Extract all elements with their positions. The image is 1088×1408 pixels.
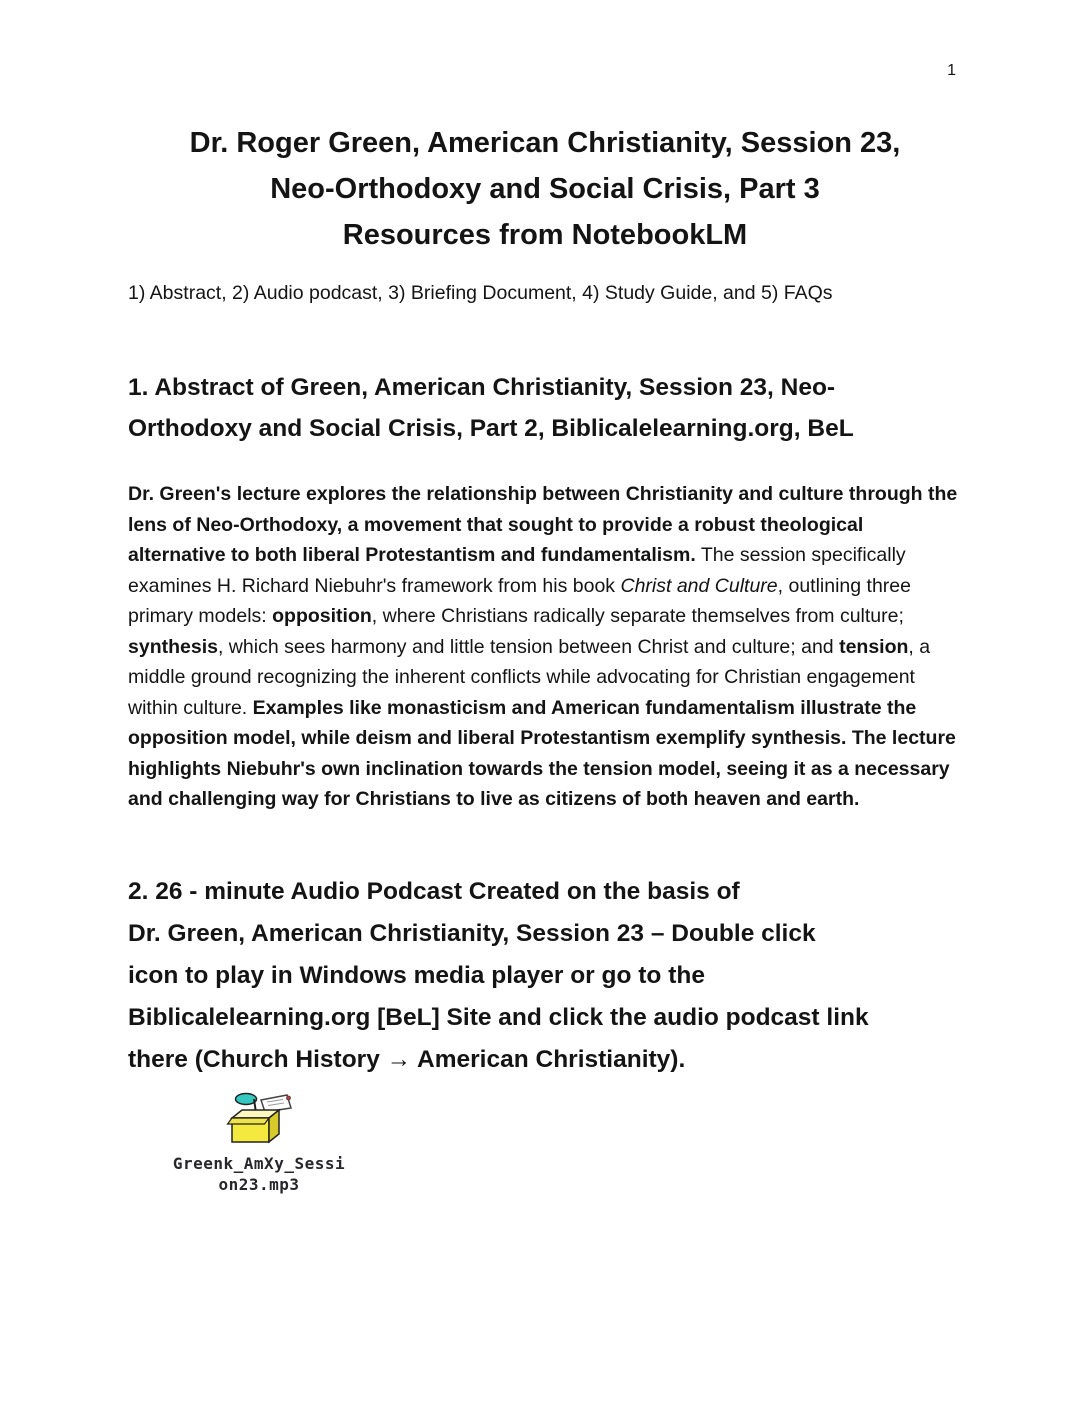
resources-list-line: 1) Abstract, 2) Audio podcast, 3) Briefing Document, 4) Study Guide, and 5) FAQs (128, 282, 833, 304)
abstract-segment-italic: Christ and Culture (620, 574, 778, 597)
title-line-3: Resources from NotebookLM (342, 219, 748, 251)
section-2-heading-line-2: Dr. Green, American Christianity, Session 23 – Double click (128, 919, 816, 947)
title-line-2: Neo-Orthodoxy and Social Crisis, Part 3 (270, 173, 820, 205)
abstract-segment-bold: tension (839, 635, 909, 658)
section-2-heading-line-4: Biblicalelearning.org [BeL] Site and click the audio podcast link (128, 1003, 869, 1031)
document-title (128, 120, 962, 258)
section-2-heading-line-1: 2. 26 - minute Audio Podcast Created on the basis of (128, 877, 740, 905)
mp3-file-object[interactable] (128, 1091, 390, 1195)
abstract-segment-bold: synthesis (128, 635, 218, 658)
abstract-segment: The session specifically examines H. Richard Niebuhr's framework from his book (128, 544, 906, 597)
abstract-segment: , a middle ground recognizing the inherent conflicts while advocating for Christian engagement within culture. (128, 635, 931, 719)
abstract-segment: , where Christians radically separate themselves from culture; (371, 605, 904, 627)
section-1-heading (128, 367, 962, 449)
abstract-segment-bold: Examples like monasticism and American fundamentalism illustrate the opposition model, while deism and liberal Protestantism exemplify synthesis. The lecture highlights Niebuhr's own inclination towards the tension model, seeing it as a necessary and challenging way for Christians to live as citizens of both heaven and earth. (128, 696, 956, 810)
abstract-segment-bold: opposition (272, 605, 372, 627)
mp3-file-icon[interactable] (219, 1091, 299, 1151)
title-line-1: Dr. Roger Green, American Christianity, Session 23, (189, 127, 901, 159)
section-2-heading-line-3: icon to play in Windows media player or go to the (128, 961, 705, 989)
abstract-segment-bold: Dr. Green's lecture explores the relationship between Christianity and culture through the lens of Neo-Orthodoxy, a movement that sought to provide a robust theological alternative to both liberal Protestantism and fundamentalism. (128, 483, 958, 566)
abstract-segment: , which sees harmony and little tension between Christ and culture; and (217, 635, 840, 658)
abstract-segment: , outlining three primary models: (128, 574, 911, 627)
page-number: 1 (947, 62, 956, 79)
section-1-heading-line-2: Orthodoxy and Social Crisis, Part 2, Biblicalelearning.org, BeL (128, 415, 854, 442)
abstract-paragraph (128, 479, 962, 815)
section-1-heading-line-1: 1. Abstract of Green, American Christianity, Session 23, Neo- (128, 374, 836, 401)
mp3-file-name-line-1: Greenk_AmXy_Sessi (172, 1153, 346, 1173)
mp3-file-name (128, 1153, 390, 1195)
section-2-heading-line-5: there (Church History → American Christianity). (128, 1045, 686, 1073)
section-2-heading (128, 871, 962, 1081)
mp3-file-name-line-2: on23.mp3 (218, 1174, 300, 1194)
